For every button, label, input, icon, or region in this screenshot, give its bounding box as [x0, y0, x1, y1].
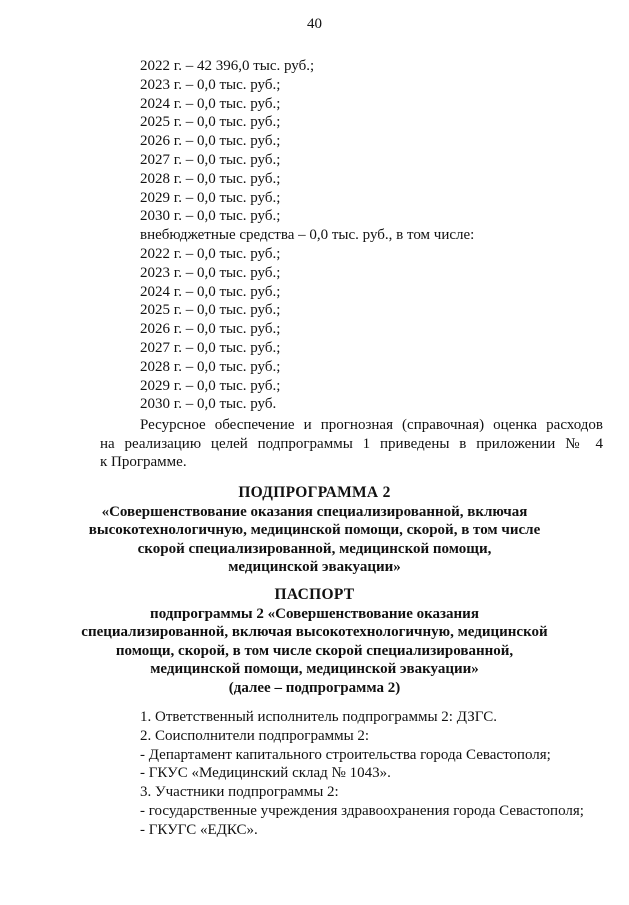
resource-paragraph: [100, 416, 603, 472]
funding-line: 2028 г. – 0,0 тыс. руб.;: [140, 358, 281, 375]
subprogram-title-line: медицинской эвакуации»: [228, 559, 401, 575]
passport-title: [80, 586, 549, 697]
passport-title-line: подпрограммы 2 «Совершенствование оказания: [150, 605, 479, 622]
funding-line: 2030 г. – 0,0 тыс. руб.: [140, 396, 277, 413]
funding-line: 2029 г. – 0,0 тыс. руб.;: [140, 189, 281, 206]
funding-line: 2029 г. – 0,0 тыс. руб.;: [140, 377, 281, 394]
funding-line: 2022 г. – 0,0 тыс. руб.;: [140, 245, 281, 262]
funding-line: 2024 г. – 0,0 тыс. руб.;: [140, 95, 281, 112]
passport-heading: ПАСПОРТ: [274, 586, 355, 603]
funding-line: 2025 г. – 0,0 тыс. руб.;: [140, 114, 281, 131]
paragraph-line: на реализацию целей подпрограммы 1 приведены в приложении № 4: [100, 435, 603, 452]
page-number: 40: [307, 16, 322, 32]
passport-item: - государственные учреждения здравоохранения города Севастополя;: [140, 802, 584, 819]
passport-title-line: (далее – подпрограмма 2): [228, 679, 401, 696]
subprogram-title-line: «Совершенствование оказания специализированной, включая: [101, 503, 528, 520]
paragraph-line: Ресурсное обеспечение и прогнозная (справочная) оценка расходов: [140, 417, 603, 433]
passport-title-line: медицинской помощи, медицинской эвакуации»: [150, 661, 479, 677]
funding-line: 2023 г. – 0,0 тыс. руб.;: [140, 76, 281, 93]
funding-list: [140, 57, 474, 414]
passport-title-line: помощи, скорой, в том числе скорой специализированной,: [115, 642, 514, 659]
funding-line: 2023 г. – 0,0 тыс. руб.;: [140, 264, 281, 281]
passport-items: [140, 708, 584, 840]
passport-item: - ГКУС «Медицинский склад № 1043».: [140, 765, 391, 782]
subprogram-title-line: скорой специализированной, медицинской помощи,: [137, 540, 492, 557]
funding-line: 2022 г. – 42 396,0 тыс. руб.;: [140, 58, 315, 74]
funding-line: 2024 г. – 0,0 тыс. руб.;: [140, 283, 281, 300]
subprogram-heading: ПОДПРОГРАММА 2: [238, 484, 391, 501]
subprogram-title-line: высокотехнологичную, медицинской помощи, скорой, в том числе: [88, 522, 541, 538]
funding-line: 2028 г. – 0,0 тыс. руб.;: [140, 170, 281, 187]
passport-item: 3. Участники подпрограммы 2:: [140, 784, 339, 801]
passport-item: 2. Соисполнители подпрограммы 2:: [140, 727, 370, 744]
funding-line: 2025 г. – 0,0 тыс. руб.;: [140, 302, 281, 319]
funding-line: 2026 г. – 0,0 тыс. руб.;: [140, 133, 281, 150]
passport-item: - ГКУГС «ЕДКС».: [140, 821, 258, 838]
subprogram-title: [80, 484, 549, 577]
funding-line: внебюджетные средства – 0,0 тыс. руб., в том числе:: [140, 227, 475, 244]
paragraph-line: к Программе.: [100, 454, 187, 470]
passport-item: - Департамент капитального строительства города Севастополя;: [140, 746, 551, 763]
passport-title-line: специализированной, включая высокотехнологичную, медицинской: [81, 624, 548, 640]
funding-line: 2026 г. – 0,0 тыс. руб.;: [140, 321, 281, 338]
funding-line: 2027 г. – 0,0 тыс. руб.;: [140, 339, 281, 356]
funding-line: 2027 г. – 0,0 тыс. руб.;: [140, 151, 281, 168]
passport-item: 1. Ответственный исполнитель подпрограммы 2: ДЗГС.: [140, 709, 498, 725]
funding-line: 2030 г. – 0,0 тыс. руб.;: [140, 208, 281, 225]
